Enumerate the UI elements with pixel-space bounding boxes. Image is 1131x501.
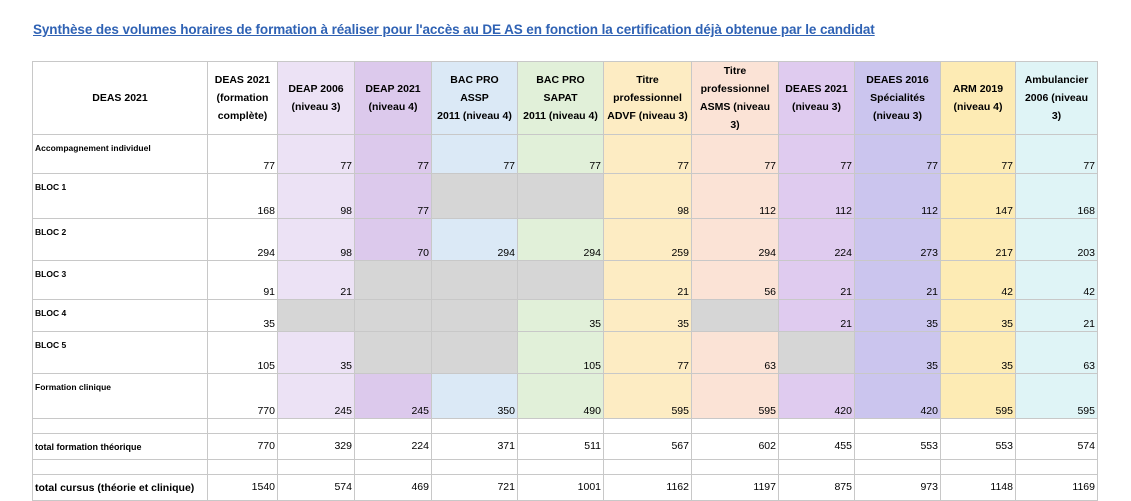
column-header-deas2021	[208, 62, 278, 135]
column-header-line: ASMS (niveau 3)	[699, 101, 770, 131]
table-cell: 112	[779, 174, 855, 219]
column-header-advf	[604, 62, 692, 135]
table-cell: 77	[208, 135, 278, 174]
total-cell: 574	[278, 475, 355, 501]
table-cell: 42	[1016, 261, 1098, 300]
total-cell: 770	[208, 434, 278, 460]
spacer-cell	[208, 460, 278, 475]
row-label: Accompagnement individuel	[33, 135, 208, 174]
column-header-line: DEAP 2021	[365, 83, 421, 95]
table-row	[33, 300, 1098, 332]
table-cell: 420	[855, 374, 941, 419]
column-header-asms	[692, 62, 779, 135]
column-header-line: DEAP 2006	[288, 83, 344, 95]
table-cell: 294	[692, 219, 779, 261]
total-label: total formation théorique	[33, 434, 208, 460]
total-cell: 455	[779, 434, 855, 460]
spacer-cell	[355, 460, 432, 475]
table-row	[33, 174, 1098, 219]
spacer-cell	[432, 460, 518, 475]
table-cell: 259	[604, 219, 692, 261]
header-row	[33, 62, 1098, 135]
column-header-line: ARM 2019	[952, 83, 1004, 95]
page-title: Synthèse des volumes horaires de formation à réaliser pour l'accès au DE AS en fonction la certification déjà obtenue par le candidat	[33, 22, 875, 37]
spacer-cell	[692, 460, 779, 475]
table-cell: 77	[1016, 135, 1098, 174]
table-cell: 112	[692, 174, 779, 219]
column-header-line: 2011 (niveau 4)	[437, 110, 512, 122]
spacer-cell	[1016, 460, 1098, 475]
total-cell: 1197	[692, 475, 779, 501]
spacer-row	[33, 460, 1098, 475]
table-cell: 63	[1016, 332, 1098, 374]
column-header-line: BAC PRO SAPAT	[536, 74, 585, 104]
table-cell: 595	[604, 374, 692, 419]
table-cell: 21	[278, 261, 355, 300]
total-cell: 875	[779, 475, 855, 501]
spacer-cell	[941, 460, 1016, 475]
table-cell: 98	[278, 219, 355, 261]
table-cell: 105	[518, 332, 604, 374]
total-cell: 224	[355, 434, 432, 460]
table-cell: 77	[604, 332, 692, 374]
column-header-line: DEAS 2021	[214, 74, 271, 86]
table-cell: 77	[692, 135, 779, 174]
spacer-cell	[518, 460, 604, 475]
table-cell: 42	[941, 261, 1016, 300]
column-header-line: 2006 (niveau 3)	[1024, 92, 1089, 122]
column-header-line: complète)	[217, 110, 268, 122]
table-cell: 77	[518, 135, 604, 174]
column-header-deap2006	[278, 62, 355, 135]
table-cell: 35	[278, 332, 355, 374]
table-cell: 595	[941, 374, 1016, 419]
spacer-row	[33, 419, 1098, 434]
column-header-line: 2011 (niveau 4)	[523, 110, 598, 122]
total-cell: 1148	[941, 475, 1016, 501]
column-header-line: Ambulancier	[1024, 74, 1089, 86]
total-cell: 469	[355, 475, 432, 501]
column-header-line: ADVF (niveau 3)	[607, 110, 688, 122]
table-cell: 77	[355, 135, 432, 174]
column-header-line: professionnel	[613, 92, 682, 104]
spacer-cell	[355, 419, 432, 434]
table-cell: 21	[604, 261, 692, 300]
table-cell: 203	[1016, 219, 1098, 261]
total-cell: 567	[604, 434, 692, 460]
total-cell: 1540	[208, 475, 278, 501]
column-header-arm2019	[941, 62, 1016, 135]
spacer-cell	[33, 460, 208, 475]
column-header-line: (niveau 4)	[368, 101, 418, 113]
column-header-deaes2016	[855, 62, 941, 135]
total-row	[33, 434, 1098, 460]
total-label: total cursus (théorie et clinique)	[33, 475, 208, 501]
column-header-line: (niveau 3)	[872, 110, 922, 122]
table-cell: 273	[855, 219, 941, 261]
table-cell	[692, 300, 779, 332]
table-cell: 21	[779, 261, 855, 300]
table-row	[33, 332, 1098, 374]
column-header-line: (niveau 4)	[953, 101, 1003, 113]
table-cell: 770	[208, 374, 278, 419]
table-cell	[518, 174, 604, 219]
spacer-cell	[518, 419, 604, 434]
row-label: BLOC 2	[33, 219, 208, 261]
table-row	[33, 374, 1098, 419]
column-header-line: (niveau 3)	[791, 101, 841, 113]
table-cell	[518, 261, 604, 300]
table-cell: 35	[941, 300, 1016, 332]
table-cell	[432, 174, 518, 219]
table-cell: 245	[355, 374, 432, 419]
table-cell: 35	[855, 300, 941, 332]
table-cell: 77	[432, 135, 518, 174]
corner-title: DEAS 2021	[33, 62, 208, 135]
spacer-cell	[941, 419, 1016, 434]
table-cell: 21	[779, 300, 855, 332]
spacer-cell	[604, 419, 692, 434]
column-header-ambu	[1016, 62, 1098, 135]
total-cell: 602	[692, 434, 779, 460]
table-cell	[355, 300, 432, 332]
table-cell: 35	[855, 332, 941, 374]
column-header-line: (formation	[216, 92, 269, 104]
table-cell: 350	[432, 374, 518, 419]
row-label: Formation clinique	[33, 374, 208, 419]
column-header-bacsapat	[518, 62, 604, 135]
table-cell: 91	[208, 261, 278, 300]
spacer-cell	[33, 419, 208, 434]
table-cell: 77	[604, 135, 692, 174]
table-cell: 168	[1016, 174, 1098, 219]
total-cell: 553	[855, 434, 941, 460]
table-cell: 21	[1016, 300, 1098, 332]
table-cell	[355, 261, 432, 300]
table-cell: 294	[208, 219, 278, 261]
total-cell: 1162	[604, 475, 692, 501]
total-cell: 1169	[1016, 475, 1098, 501]
table-cell: 595	[1016, 374, 1098, 419]
column-header-line: professionnel	[700, 83, 770, 95]
table-cell: 21	[855, 261, 941, 300]
table-cell: 105	[208, 332, 278, 374]
column-header-line: DEAES 2021	[785, 83, 848, 95]
table-cell: 77	[855, 135, 941, 174]
spacer-cell	[278, 419, 355, 434]
column-header-deaes2021	[779, 62, 855, 135]
spacer-cell	[855, 419, 941, 434]
row-label: BLOC 3	[33, 261, 208, 300]
total-cell: 1001	[518, 475, 604, 501]
column-header-line: BAC PRO ASSP	[450, 74, 499, 104]
table-cell: 420	[779, 374, 855, 419]
spacer-cell	[432, 419, 518, 434]
total-cell: 371	[432, 434, 518, 460]
table-row	[33, 261, 1098, 300]
spacer-cell	[208, 419, 278, 434]
table-cell: 294	[518, 219, 604, 261]
table-cell: 70	[355, 219, 432, 261]
column-header-line: Titre	[723, 65, 747, 77]
hours-table	[32, 61, 1098, 501]
table-cell: 77	[941, 135, 1016, 174]
table-cell	[278, 300, 355, 332]
table-cell: 98	[604, 174, 692, 219]
spacer-cell	[604, 460, 692, 475]
table-cell: 98	[278, 174, 355, 219]
column-header-line: DEAES 2016	[866, 74, 929, 86]
table-cell: 35	[604, 300, 692, 332]
table-cell: 35	[208, 300, 278, 332]
table-cell: 224	[779, 219, 855, 261]
column-header-deap2021	[355, 62, 432, 135]
column-header-line: Titre	[636, 74, 659, 86]
table-cell: 147	[941, 174, 1016, 219]
total-cell: 574	[1016, 434, 1098, 460]
spacer-cell	[1016, 419, 1098, 434]
table-cell: 245	[278, 374, 355, 419]
total-cell: 329	[278, 434, 355, 460]
table-cell: 77	[779, 135, 855, 174]
column-header-line: Spécialités	[870, 92, 925, 104]
table-cell	[355, 332, 432, 374]
total-row	[33, 475, 1098, 501]
row-label: BLOC 4	[33, 300, 208, 332]
row-label: BLOC 1	[33, 174, 208, 219]
spacer-cell	[779, 419, 855, 434]
table-cell	[432, 261, 518, 300]
table-cell: 35	[518, 300, 604, 332]
spacer-cell	[855, 460, 941, 475]
table-cell: 217	[941, 219, 1016, 261]
table-cell: 63	[692, 332, 779, 374]
spacer-cell	[692, 419, 779, 434]
table-cell: 294	[432, 219, 518, 261]
table-cell: 112	[855, 174, 941, 219]
table-cell	[779, 332, 855, 374]
row-label: BLOC 5	[33, 332, 208, 374]
table-row	[33, 135, 1098, 174]
total-cell: 553	[941, 434, 1016, 460]
total-cell: 973	[855, 475, 941, 501]
column-header-line: (niveau 3)	[291, 101, 341, 113]
spacer-cell	[779, 460, 855, 475]
table-row	[33, 219, 1098, 261]
table-cell: 56	[692, 261, 779, 300]
table-cell: 595	[692, 374, 779, 419]
spacer-cell	[278, 460, 355, 475]
total-cell: 511	[518, 434, 604, 460]
column-header-bacassp	[432, 62, 518, 135]
table-cell: 77	[355, 174, 432, 219]
table-cell	[432, 332, 518, 374]
table-cell: 77	[278, 135, 355, 174]
table-cell: 35	[941, 332, 1016, 374]
table-cell: 168	[208, 174, 278, 219]
table-cell	[432, 300, 518, 332]
total-cell: 721	[432, 475, 518, 501]
table-cell: 490	[518, 374, 604, 419]
